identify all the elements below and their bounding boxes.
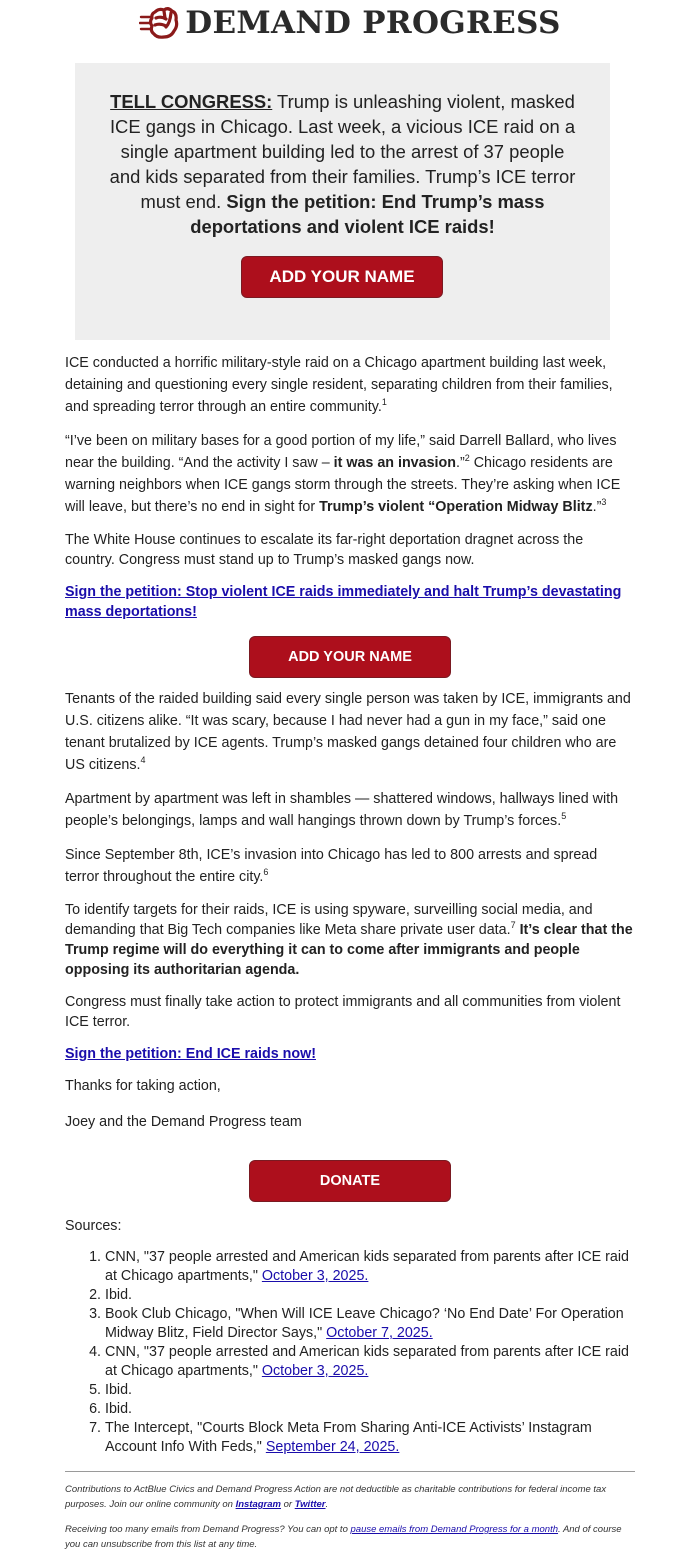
paragraph-text: “I’ve been on military bases for a good portion of my life,” said Darrell Ballard, who lives near the building. “And the activity I saw – xyxy=(65,433,617,471)
source-link[interactable]: October 3, 2025. xyxy=(261,1268,369,1284)
bold-text: it was an invasion xyxy=(333,455,456,471)
source-text: Ibid. xyxy=(105,1287,133,1303)
pause-text xyxy=(65,1522,635,1552)
source-item xyxy=(105,1381,635,1400)
petition-link-end-raids[interactable]: Sign the petition: End ICE raids now! xyxy=(65,1046,316,1062)
paragraph-text: .” xyxy=(455,455,465,471)
footnote-ref: 5 xyxy=(561,811,567,821)
button-row xyxy=(65,634,635,688)
footnote-ref: 4 xyxy=(140,755,146,765)
email-body xyxy=(65,352,635,1562)
paragraph-spyware xyxy=(65,900,635,980)
source-item xyxy=(105,1305,635,1343)
paragraph-text: Since September 8th, ICE’s invasion into Chicago has led to 800 arrests and spread terror throughout the entire city. xyxy=(65,847,598,885)
paragraph-shambles xyxy=(65,788,635,832)
footnote-ref: 1 xyxy=(381,397,387,407)
add-your-name-button-2[interactable]: ADD YOUR NAME xyxy=(249,636,451,678)
footnote-ref: 3 xyxy=(601,497,607,507)
source-item xyxy=(105,1343,635,1381)
raised-fist-icon xyxy=(139,5,179,41)
paragraph-text: ICE conducted a horrific military-style raid on a Chicago apartment building last week, detaining and questioning every single resident, separating children from their families, and spreading terror through an entire community. xyxy=(65,355,613,415)
bold-text: Trump’s violent “Operation Midway Blitz xyxy=(319,499,593,515)
sources-label: Sources: xyxy=(65,1218,122,1234)
brand-header xyxy=(0,2,700,44)
signoff-text: Joey and the Demand Progress team xyxy=(65,1114,302,1130)
paragraph-raid xyxy=(65,352,635,418)
paragraph-text: .” xyxy=(592,499,602,515)
hero-body: Trump is unleashing violent, masked ICE gangs in Chicago. Last week, a vicious ICE raid on a single apartment building led to the arrest of 37 people and kids separated from their families. Trump’s ICE terror must end. xyxy=(109,91,576,212)
source-link[interactable]: September 24, 2025. xyxy=(265,1439,400,1455)
footnote-ref: 6 xyxy=(263,867,269,877)
sources-list xyxy=(65,1248,635,1457)
paragraph-text: To identify targets for their raids, ICE is using spyware, surveilling social media, and demanding that Big Tech companies like Meta share private user data. xyxy=(65,902,593,938)
pause-emails-link[interactable]: pause emails from Demand Progress for a month xyxy=(350,1524,559,1535)
source-item xyxy=(105,1419,635,1457)
donate-row xyxy=(65,1158,635,1216)
source-text: Ibid. xyxy=(105,1382,133,1398)
paragraph-congress: Congress must finally take action to protect immigrants and all communities from violent ICE terror. xyxy=(65,994,621,1030)
paragraph-arrests xyxy=(65,844,635,888)
paragraph-text: Tenants of the raided building said every single person was taken by ICE, immigrants and U.S. citizens alike. “It was scary, because I had never had a gun in my face,” said one tenant brutalized by ICE agents. Trump’s masked gangs detained four children who are US citizens. xyxy=(65,691,631,773)
source-text: The Intercept, "Courts Block Meta From Sharing Anti-ICE Activists’ Instagram Account Info With Feds," xyxy=(105,1420,592,1455)
paragraph-quote xyxy=(65,430,635,518)
paragraph-tenants xyxy=(65,688,635,776)
footer-text: . And of course you can unsubscribe from this list at any time. xyxy=(65,1524,622,1550)
bold-text: It’s clear that the Trump regime will do everything it can to come after immigrants and people opposing its authoritarian agenda. xyxy=(65,922,633,978)
hero-cta-text: Sign the petition: End Trump’s mass deportations and violent ICE raids! xyxy=(190,191,545,237)
tell-congress-label: TELL CONGRESS: xyxy=(110,91,273,112)
paragraph-white-house: The White House continues to escalate its far-right deportation dragnet across the country. Congress must stand up to Trump’s masked gangs now. xyxy=(65,532,584,568)
petition-link-paragraph-2 xyxy=(65,1044,635,1064)
source-link[interactable]: October 3, 2025. xyxy=(261,1363,369,1379)
footer-text: or xyxy=(280,1499,295,1510)
disclaimer-text xyxy=(65,1482,635,1512)
source-item xyxy=(105,1248,635,1286)
twitter-link[interactable]: Twitter xyxy=(294,1499,326,1510)
source-text: CNN, "37 people arrested and American kids separated from parents after ICE raid at Chicago apartments," xyxy=(105,1344,629,1379)
source-item xyxy=(105,1286,635,1305)
footer-text: . xyxy=(325,1499,329,1510)
footer xyxy=(65,1482,635,1552)
thanks-text: Thanks for taking action, xyxy=(65,1078,221,1094)
brand-name: DEMAND PROGRESS xyxy=(185,4,561,41)
footer-divider xyxy=(65,1471,635,1472)
hero-text xyxy=(105,89,580,239)
add-your-name-button[interactable]: ADD YOUR NAME xyxy=(241,256,443,298)
petition-link-stop-raids[interactable]: Sign the petition: Stop violent ICE raids immediately and halt Trump’s devastating mass deportations! xyxy=(65,584,622,620)
petition-link-paragraph xyxy=(65,582,635,622)
source-text: CNN, "37 people arrested and American kids separated from parents after ICE raid at Chicago apartments," xyxy=(105,1249,629,1284)
source-text: Ibid. xyxy=(105,1401,133,1417)
footer-text: Contributions to ActBlue Civics and Demand Progress Action are not deductible as charitable contributions for federal income tax purposes. Join our online community on xyxy=(65,1484,607,1510)
footnote-ref: 2 xyxy=(464,453,470,463)
source-item xyxy=(105,1400,635,1419)
instagram-link[interactable]: Instagram xyxy=(235,1499,281,1510)
paragraph-text: Chicago residents are warning neighbors when ICE gangs storm through the streets. They’re asking when ICE will leave, but there’s no end in sight for xyxy=(65,455,621,515)
source-link[interactable]: October 7, 2025. xyxy=(326,1325,433,1341)
source-text: Book Club Chicago, "When Will ICE Leave Chicago? ‘No End Date’ For Operation Midway Blitz, Field Director Says," xyxy=(105,1306,624,1341)
footer-text: Receiving too many emails from Demand Progress? You can opt to xyxy=(65,1524,351,1535)
footnote-ref: 7 xyxy=(510,920,516,930)
hero-callout xyxy=(75,63,610,340)
donate-button[interactable]: DONATE xyxy=(249,1160,451,1202)
paragraph-text: Apartment by apartment was left in shambles — shattered windows, hallways lined with people’s belongings, lamps and wall hangings thrown down by Trump’s forces. xyxy=(65,791,619,829)
